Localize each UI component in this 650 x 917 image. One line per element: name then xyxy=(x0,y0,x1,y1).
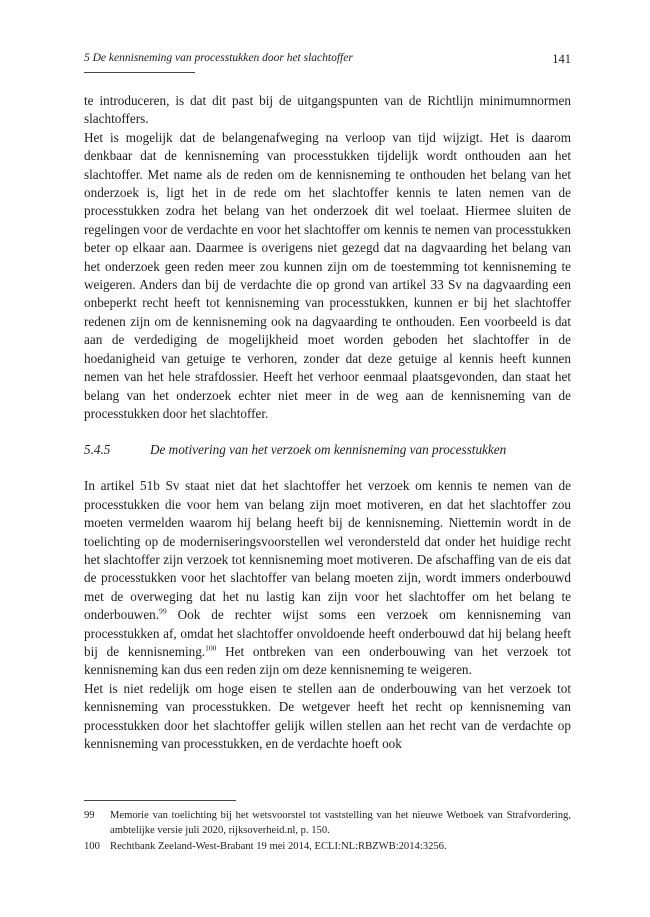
footnote-ref[interactable]: 99 xyxy=(159,606,167,616)
chapter-title: 5 De kennisneming van processtukken door het slachtoffer xyxy=(84,52,353,64)
book-page xyxy=(84,0,571,917)
header-rule xyxy=(84,72,195,73)
paragraph-text: Het ontbreken van een onderbouwing van het verzoek tot kennisneming kan dus een reden zijn om deze kennisneming te weigeren. xyxy=(84,643,571,678)
paragraph-text: Ook de rechter wijst soms een verzoek om kennisneming van processtukken af, omdat het slachtoffer onvoldoende heeft onderbouwd dat hij belang heeft bij de kennisneming. xyxy=(84,607,571,659)
footnote xyxy=(84,839,571,854)
footnote-text: Rechtbank Zeeland-West-Brabant 19 mei 2014, ECLI:NL:RBZWB:2014:3256. xyxy=(110,841,447,853)
paragraph xyxy=(84,477,571,679)
section-title: De motivering van het verzoek om kennisneming van processtukken xyxy=(150,442,507,458)
footnote-ref[interactable]: 100 xyxy=(205,643,217,653)
paragraph: Het is mogelijk dat de belangenafweging na verloop van tijd wijzigt. Het is daarom denkbaar dat de kennisneming van processtukken tijdelijk wordt onthouden aan het slachtoffer. Met name als de reden om de kennisneming te onthouden het belang van het onderzoek is, ligt het in de rede om het slachtoffer kennis te laten nemen van de processtukken zodra het belang van het onderzoek dit wel toelaat. Hiermee sluiten de regelingen voor de verdachte en voor het slachtoffer om kennis te nemen van processtukken beter op elkaar aan. Daarmee is overigens niet gezegd dat na dagvaarding het belang van het onderzoek geen reden meer zou kunnen zijn om de toestemming tot kennisneming te weigeren. Anders dan bij de verdachte die op grond van artikel 33 Sv na dagvaarding een onbeperkt recht heeft tot kennisneming van processtukken, kunnen er bij het slachtoffer redenen zijn om de kennisneming ook na dagvaarding te onthouden. Een voorbeeld is dat aan de verdediging de mogelijkheid moet worden geboden het slachtoffer in de hoedanigheid van getuige te verhoren, zonder dat deze getuige al kennis heeft kunnen nemen van het hele strafdossier. Heeft het verhoor eenmaal plaatsgevonden, dan staat het belang van het onderzoek echter niet meer in de weg aan de kennisneming van de processtukken door het slachtoffer. xyxy=(84,129,571,421)
footnote-text: Memorie van toelichting bij het wetsvoorstel tot vaststelling van het nieuwe Wetboek van Strafvordering, ambtelijke versie juli 2020, rijksoverheid.nl, p. 150. xyxy=(110,810,571,837)
body-text xyxy=(84,92,571,753)
footnotes xyxy=(84,808,571,856)
paragraph: te introduceren, is dat dit past bij de uitgangspunten van de Richtlijn minimumnormen slachtoffers. xyxy=(84,93,571,127)
page-number: 141 xyxy=(552,52,571,66)
footnote-number: 99 xyxy=(84,810,95,821)
section-heading xyxy=(84,441,571,459)
footnote xyxy=(84,808,571,838)
section-number: 5.4.5 xyxy=(84,442,111,458)
paragraph: Het is niet redelijk om hoge eisen te stellen aan de onderbouwing van het verzoek tot kennisneming van processtukken. De wetgever heeft het recht op kennisneming van processtukken door het slachtoffer gelijk willen stellen aan het recht van de verdachte op kennisneming van processtukken, en de verdachte hoeft ook xyxy=(84,680,571,751)
footnote-rule xyxy=(84,800,236,801)
running-head xyxy=(84,52,571,70)
footnote-number: 100 xyxy=(84,841,100,853)
paragraph-text: In artikel 51b Sv staat niet dat het slachtoffer het verzoek om kennis te nemen van de processtukken die voor hem van belang zijn moet motiveren, en dat het slachtoffer zou moeten vermelden waarom hij belang heeft bij de kennisneming. Niettemin wordt in de toelichting op de moderniseringsvoorstellen wel verondersteld dat onder het huidige recht het slachtoffer zijn verzoek tot kennisneming moet motiveren. De afschaffing van de eis dat de processtukken voor het slachtoffer van belang moeten zijn, wordt immers onderbouwd met de overweging dat het nu lastig kan zijn voor het slachtoffer om het belang te onderbouwen. xyxy=(84,478,571,623)
